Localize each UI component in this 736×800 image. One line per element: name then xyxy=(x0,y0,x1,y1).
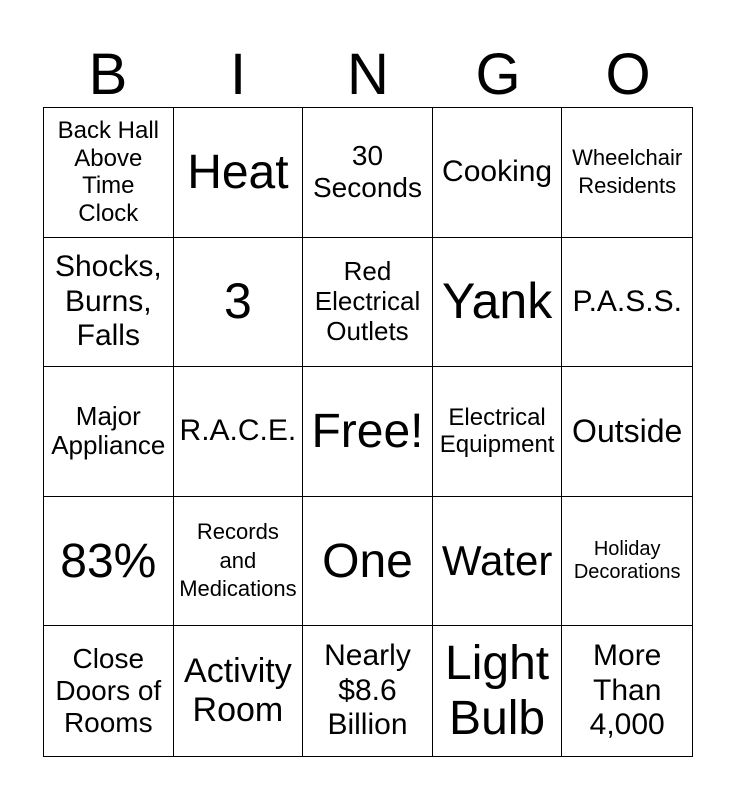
bingo-cell[interactable] xyxy=(562,108,692,238)
bingo-cell[interactable] xyxy=(174,626,304,756)
bingo-cell[interactable] xyxy=(44,626,174,756)
cell-text: R.A.C.E. xyxy=(179,414,297,448)
bingo-cell[interactable] xyxy=(562,626,692,756)
header-letter-i: I xyxy=(229,42,247,107)
bingo-board xyxy=(43,107,693,757)
bingo-cell[interactable] xyxy=(174,108,304,238)
bingo-cell[interactable] xyxy=(44,108,174,238)
bingo-cell[interactable] xyxy=(174,497,304,627)
cell-text: Nearly $8.6 Billion xyxy=(324,639,411,742)
cell-text: Electrical Equipment xyxy=(439,403,555,459)
bingo-cell[interactable] xyxy=(433,238,563,368)
bingo-cell[interactable] xyxy=(174,238,304,368)
bingo-cell[interactable] xyxy=(433,108,563,238)
cell-text: Holiday Decorations xyxy=(573,538,681,584)
bingo-cell[interactable] xyxy=(44,497,174,627)
cell-text: 3 xyxy=(223,273,252,330)
bingo-cell[interactable] xyxy=(303,497,433,627)
header-letter-g: G xyxy=(475,42,521,107)
header-letter-b: B xyxy=(88,42,128,107)
bingo-cell[interactable] xyxy=(303,108,433,238)
bingo-cell[interactable] xyxy=(433,497,563,627)
bingo-cell[interactable] xyxy=(303,238,433,368)
bingo-cell[interactable] xyxy=(562,367,692,497)
bingo-cell[interactable] xyxy=(44,238,174,368)
cell-text: 30 Seconds xyxy=(313,140,422,204)
bingo-cell[interactable] xyxy=(562,497,692,627)
cell-text: Activity Room xyxy=(184,652,292,730)
bingo-cell[interactable] xyxy=(44,367,174,497)
cell-text: Wheelchair Residents xyxy=(572,144,683,199)
cell-text: P.A.S.S. xyxy=(572,284,682,318)
header-letter-o: O xyxy=(605,42,651,107)
cell-text: Records and Medications xyxy=(179,519,297,602)
bingo-cell[interactable] xyxy=(433,367,563,497)
header-letter-n: N xyxy=(347,42,389,107)
cell-text: Shocks, Burns, Falls xyxy=(54,250,162,353)
bingo-header xyxy=(43,42,693,108)
cell-text: One xyxy=(322,534,413,588)
cell-text: Back Hall Above Time Clock xyxy=(57,117,159,227)
cell-text: Free! xyxy=(311,404,424,458)
bingo-cell[interactable] xyxy=(303,367,433,497)
cell-text: Cooking xyxy=(442,155,553,189)
bingo-cell[interactable] xyxy=(303,626,433,756)
bingo-cell[interactable] xyxy=(174,367,304,497)
cell-text: More Than 4,000 xyxy=(589,639,665,742)
cell-text: Close Doors of Rooms xyxy=(55,642,162,739)
cell-text: Major Appliance xyxy=(51,400,166,461)
bingo-cell[interactable] xyxy=(562,238,692,368)
cell-text: 83% xyxy=(60,534,157,588)
cell-text: Outside xyxy=(572,413,683,450)
cell-text: Red Electrical Outlets xyxy=(314,256,421,346)
cell-text: Yank xyxy=(441,273,553,330)
bingo-cell[interactable] xyxy=(433,626,563,756)
cell-text: Heat xyxy=(187,145,289,199)
cell-text: Water xyxy=(441,536,553,584)
cell-text: Light Bulb xyxy=(445,637,550,746)
